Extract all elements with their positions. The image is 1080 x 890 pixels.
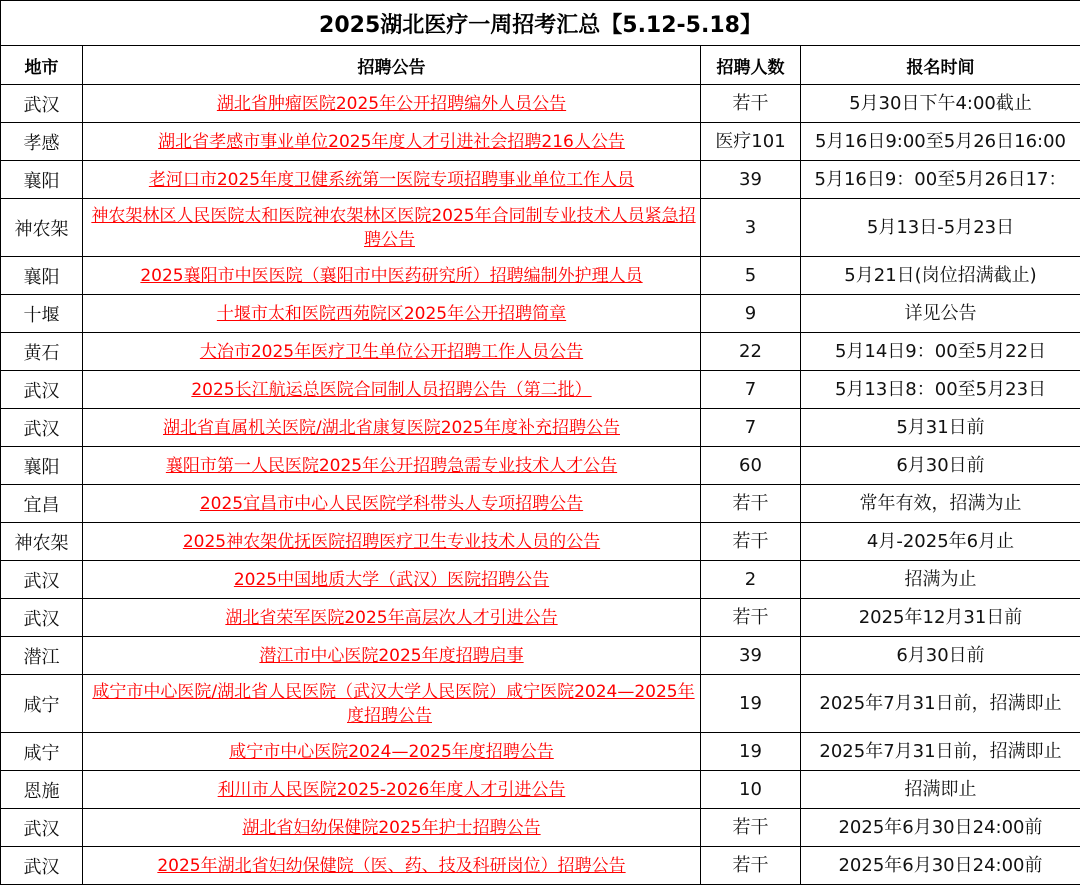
row-time: 5月13日8：00至5月23日: [834, 378, 1047, 400]
notice-link[interactable]: 襄阳市第一人民医院2025年公开招聘急需专业技术人才公告: [165, 455, 618, 476]
row-time: 详见公告: [904, 302, 977, 324]
table-row: [1, 257, 1080, 295]
row-time: 2025年6月30日24:00前: [838, 816, 1043, 838]
header-row: [1, 46, 1080, 85]
table-row: [1, 637, 1080, 675]
row-time: 5月31日前: [896, 416, 985, 438]
title-row: [1, 1, 1080, 46]
row-count: 9: [744, 302, 757, 324]
row-city: 潜江: [1, 637, 83, 675]
row-city: 襄阳: [1, 257, 83, 295]
row-count: 19: [739, 740, 762, 762]
table-row: [1, 333, 1080, 371]
row-city: 襄阳: [1, 447, 83, 485]
table-row: [1, 199, 1080, 257]
row-time: 5月21日(岗位招满截止): [844, 264, 1037, 286]
row-city: 武汉: [1, 371, 83, 409]
row-count: 19: [739, 692, 762, 714]
row-city: 襄阳: [1, 161, 83, 199]
notice-link[interactable]: 2025中国地质大学（武汉）医院招聘公告: [233, 569, 550, 590]
row-city: 武汉: [1, 847, 83, 885]
notice-link[interactable]: 十堰市太和医院西苑院区2025年公开招聘简章: [216, 303, 567, 324]
notice-link[interactable]: 咸宁市中心医院/湖北省人民医院（武汉大学人民医院）咸宁医院2024—2025年度招聘公告: [92, 681, 695, 726]
row-city: 咸宁: [1, 733, 83, 771]
notice-link[interactable]: 湖北省荣军医院2025年高层次人才引进公告: [225, 607, 558, 628]
notice-link[interactable]: 老河口市2025年度卫健系统第一医院专项招聘事业单位工作人员: [148, 169, 635, 190]
row-city: 武汉: [1, 409, 83, 447]
notice-link[interactable]: 2025襄阳市中医医院（襄阳市中医药研究所）招聘编制外护理人员: [140, 265, 643, 286]
row-count: 39: [739, 168, 762, 190]
row-count: 10: [739, 778, 762, 800]
row-city: 武汉: [1, 85, 83, 123]
row-time: 2025年7月31日前，招满即止: [819, 692, 1062, 714]
header-notice: 招聘公告: [83, 46, 701, 85]
table-row: [1, 85, 1080, 123]
table-row: [1, 371, 1080, 409]
row-city: 武汉: [1, 561, 83, 599]
table-row: [1, 733, 1080, 771]
row-time: 2025年6月30日24:00前: [838, 854, 1043, 876]
row-city: 十堰: [1, 295, 83, 333]
row-city: 孝感: [1, 123, 83, 161]
row-count: 39: [739, 644, 762, 666]
table-row: [1, 809, 1080, 847]
row-count: 若干: [732, 92, 769, 114]
row-time: 4月-2025年6月止: [866, 530, 1015, 552]
notice-link[interactable]: 大冶市2025年医疗卫生单位公开招聘工作人员公告: [199, 341, 584, 362]
sheet-title: 2025湖北医疗一周招考汇总【5.12-5.18】: [1, 1, 1080, 46]
table-row: [1, 295, 1080, 333]
notice-link[interactable]: 湖北省孝感市事业单位2025年度人才引进社会招聘216人公告: [158, 131, 625, 152]
row-time: 2025年7月31日前，招满即止: [819, 740, 1062, 762]
header-city: 地市: [1, 46, 83, 85]
notice-link[interactable]: 利川市人民医院2025-2026年度人才引进公告: [217, 779, 566, 800]
notice-link[interactable]: 潜江市中心医院2025年度招聘启事: [259, 645, 524, 666]
notice-link[interactable]: 神农架林区人民医院太和医院神农架林区医院2025年合同制专业技术人员紧急招聘公告: [91, 205, 696, 250]
row-time: 2025年12月31日前: [858, 606, 1023, 628]
row-time: 常年有效，招满为止: [859, 492, 1022, 514]
table-row: [1, 161, 1080, 199]
table-row: [1, 847, 1080, 885]
table-row: [1, 599, 1080, 637]
header-count: 招聘人数: [701, 46, 801, 85]
header-time: 报名时间: [801, 46, 1080, 85]
table-row: [1, 523, 1080, 561]
row-time: 5月16日9：00至5月26日17：: [814, 168, 1067, 190]
row-city: 武汉: [1, 809, 83, 847]
table-row: [1, 123, 1080, 161]
row-count: 22: [739, 340, 762, 362]
row-count: 若干: [732, 854, 769, 876]
notice-link[interactable]: 湖北省妇幼保健院2025年护士招聘公告: [242, 817, 541, 838]
row-count: 若干: [732, 816, 769, 838]
row-city: 宜昌: [1, 485, 83, 523]
notice-link[interactable]: 2025年湖北省妇幼保健院（医、药、技及科研岗位）招聘公告: [157, 855, 626, 876]
row-count: 若干: [732, 606, 769, 628]
row-time: 5月30日下午4:00截止: [849, 92, 1032, 114]
notice-link[interactable]: 咸宁市中心医院2024—2025年度招聘公告: [229, 741, 554, 762]
table-body: [1, 85, 1080, 885]
row-time: 5月13日-5月23日: [866, 216, 1015, 238]
notice-link[interactable]: 湖北省直属机关医院/湖北省康复医院2025年度补充招聘公告: [163, 417, 620, 438]
row-time: 5月14日9：00至5月22日: [834, 340, 1047, 362]
row-time: 招满为止: [904, 568, 977, 590]
table-row: [1, 561, 1080, 599]
row-count: 5: [744, 264, 757, 286]
row-time: 招满即止: [904, 778, 977, 800]
row-city: 武汉: [1, 599, 83, 637]
notice-link[interactable]: 2025宜昌市中心人民医院学科带头人专项招聘公告: [199, 493, 584, 514]
notice-link[interactable]: 2025神农架优抚医院招聘医疗卫生专业技术人员的公告: [182, 531, 601, 552]
row-count: 60: [739, 454, 762, 476]
row-count: 医疗101: [715, 130, 786, 152]
row-city: 神农架: [1, 523, 83, 561]
row-count: 3: [744, 216, 757, 238]
row-count: 若干: [732, 492, 769, 514]
row-city: 黄石: [1, 333, 83, 371]
row-city: 神农架: [1, 199, 83, 257]
row-time: 6月30日前: [896, 644, 985, 666]
table-row: [1, 485, 1080, 523]
notice-link[interactable]: 2025长江航运总医院合同制人员招聘公告（第二批）: [191, 379, 592, 400]
notice-link[interactable]: 湖北省肿瘤医院2025年公开招聘编外人员公告: [216, 93, 567, 114]
row-count: 7: [744, 416, 757, 438]
row-city: 恩施: [1, 771, 83, 809]
table-row: [1, 675, 1080, 733]
table-row: [1, 447, 1080, 485]
row-time: 6月30日前: [896, 454, 985, 476]
row-count: 2: [744, 568, 757, 590]
table-row: [1, 409, 1080, 447]
table-row: [1, 771, 1080, 809]
row-count: 若干: [732, 530, 769, 552]
row-time: 5月16日9:00至5月26日16:00: [814, 130, 1066, 152]
row-city: 咸宁: [1, 675, 83, 733]
row-count: 7: [744, 378, 757, 400]
